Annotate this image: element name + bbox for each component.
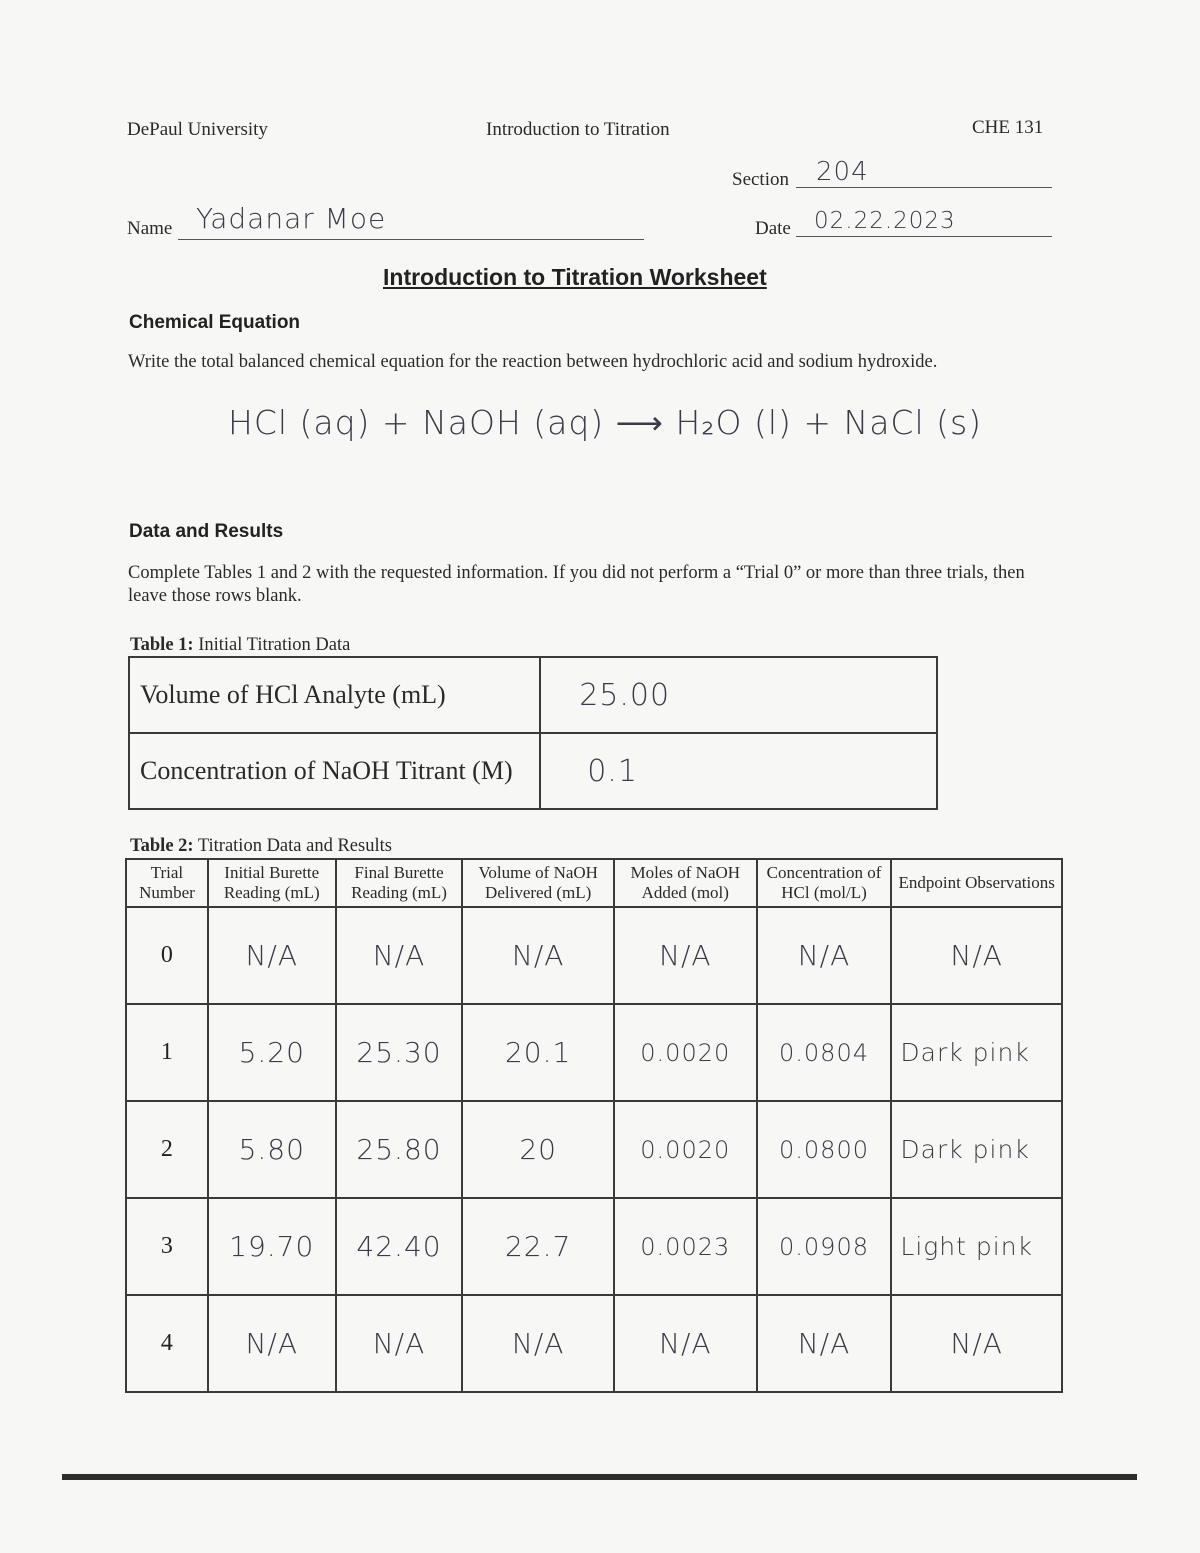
volume-naoh-cell[interactable]: N/A [462, 907, 614, 1004]
table-header-row [126, 859, 1062, 907]
volume-naoh-cell[interactable]: 20 [462, 1101, 614, 1198]
trial-number: 2 [126, 1101, 208, 1198]
table2-caption-label: Table 2: [130, 836, 194, 856]
moles-naoh-cell[interactable]: 0.0020 [614, 1101, 757, 1198]
course-title: Introduction to Titration [486, 119, 670, 140]
table1-caption-label: Table 1: [130, 635, 194, 655]
endpoint-cell[interactable]: Dark pink [891, 1004, 1062, 1101]
concentration-hcl-cell[interactable]: N/A [757, 907, 892, 1004]
date-label: Date [755, 218, 791, 239]
col-header-final-burette: Final Burette Reading (mL) [336, 859, 463, 907]
table1-label-hcl-volume: Volume of HCl Analyte (mL) [129, 657, 540, 733]
col-header-concentration-hcl: Concentration of HCl (mol/L) [757, 859, 892, 907]
table1-label-naoh-concentration: Concentration of NaOH Titrant (M) [129, 733, 540, 809]
col-header-endpoint: Endpoint Observations [891, 859, 1062, 907]
chemical-equation-instructions: Write the total balanced chemical equation for the reaction between hydrochloric acid and sodium hydroxide. [128, 352, 938, 372]
endpoint-cell[interactable]: N/A [891, 1295, 1062, 1392]
page-bottom-edge [62, 1474, 1137, 1480]
endpoint-cell[interactable]: N/A [891, 907, 1062, 1004]
table1-value-naoh-concentration[interactable]: 0.1 [540, 733, 937, 809]
section-label: Section [732, 169, 789, 190]
volume-naoh-cell[interactable]: 22.7 [462, 1198, 614, 1295]
table-row [129, 657, 937, 733]
volume-naoh-cell[interactable]: N/A [462, 1295, 614, 1392]
chemical-equation-heading: Chemical Equation [129, 312, 301, 333]
table-row [126, 1004, 1062, 1101]
table2-caption [130, 836, 392, 857]
section-field[interactable] [796, 157, 1052, 188]
university-name: DePaul University [127, 119, 268, 140]
date-value: 02.22.2023 [814, 208, 956, 234]
chemical-equation-answer[interactable]: HCl (aq) + NaOH (aq) ⟶ H₂O (l) + NaCl (s) [228, 403, 983, 442]
final-burette-cell[interactable]: 25.80 [336, 1101, 463, 1198]
page-title: Introduction to Titration Worksheet [383, 264, 767, 290]
table-row [129, 733, 937, 809]
concentration-hcl-cell[interactable]: 0.0800 [757, 1101, 892, 1198]
initial-burette-cell[interactable]: 5.20 [208, 1004, 336, 1101]
initial-burette-cell[interactable]: N/A [208, 907, 336, 1004]
initial-burette-cell[interactable]: 5.80 [208, 1101, 336, 1198]
table2-caption-text: Titration Data and Results [193, 836, 392, 856]
initial-burette-cell[interactable]: N/A [208, 1295, 336, 1392]
col-header-trial: Trial Number [126, 859, 208, 907]
col-header-initial-burette: Initial Burette Reading (mL) [208, 859, 336, 907]
moles-naoh-cell[interactable]: N/A [614, 907, 757, 1004]
name-label: Name [127, 218, 173, 239]
table-row [126, 1101, 1062, 1198]
volume-naoh-cell[interactable]: 20.1 [462, 1004, 614, 1101]
trial-number: 3 [126, 1198, 208, 1295]
col-header-volume-naoh: Volume of NaOH Delivered (mL) [462, 859, 614, 907]
trial-number: 0 [126, 907, 208, 1004]
final-burette-cell[interactable]: N/A [336, 1295, 463, 1392]
moles-naoh-cell[interactable]: 0.0020 [614, 1004, 757, 1101]
table1-caption [130, 635, 350, 657]
table-row [126, 1198, 1062, 1295]
concentration-hcl-cell[interactable]: N/A [757, 1295, 892, 1392]
section-value: 204 [816, 157, 869, 187]
table-row [126, 1295, 1062, 1392]
date-field[interactable] [796, 208, 1052, 237]
initial-burette-cell[interactable]: 19.70 [208, 1198, 336, 1295]
name-field[interactable] [178, 202, 644, 240]
titration-results-table [125, 858, 1063, 1393]
trial-number: 1 [126, 1004, 208, 1101]
moles-naoh-cell[interactable]: N/A [614, 1295, 757, 1392]
concentration-hcl-cell[interactable]: 0.0804 [757, 1004, 892, 1101]
final-burette-cell[interactable]: 25.30 [336, 1004, 463, 1101]
final-burette-cell[interactable]: N/A [336, 907, 463, 1004]
table-row [126, 907, 1062, 1004]
table1-caption-text: Initial Titration Data [193, 635, 351, 655]
trial-number: 4 [126, 1295, 208, 1392]
endpoint-cell[interactable]: Light pink [891, 1198, 1062, 1295]
course-code: CHE 131 [972, 117, 1044, 138]
table1-value-hcl-volume[interactable]: 25.00 [540, 657, 937, 733]
endpoint-cell[interactable]: Dark pink [891, 1101, 1062, 1198]
data-results-instructions: Complete Tables 1 and 2 with the requested information. If you did not perform a “Trial 0” or more than three trials, then leave those rows blank. [128, 563, 1025, 606]
moles-naoh-cell[interactable]: 0.0023 [614, 1198, 757, 1295]
name-value: Yadanar Moe [196, 202, 387, 235]
col-header-moles-naoh: Moles of NaOH Added (mol) [614, 859, 757, 907]
final-burette-cell[interactable]: 42.40 [336, 1198, 463, 1295]
concentration-hcl-cell[interactable]: 0.0908 [757, 1198, 892, 1295]
initial-titration-table [128, 656, 938, 810]
data-results-heading: Data and Results [129, 521, 284, 542]
